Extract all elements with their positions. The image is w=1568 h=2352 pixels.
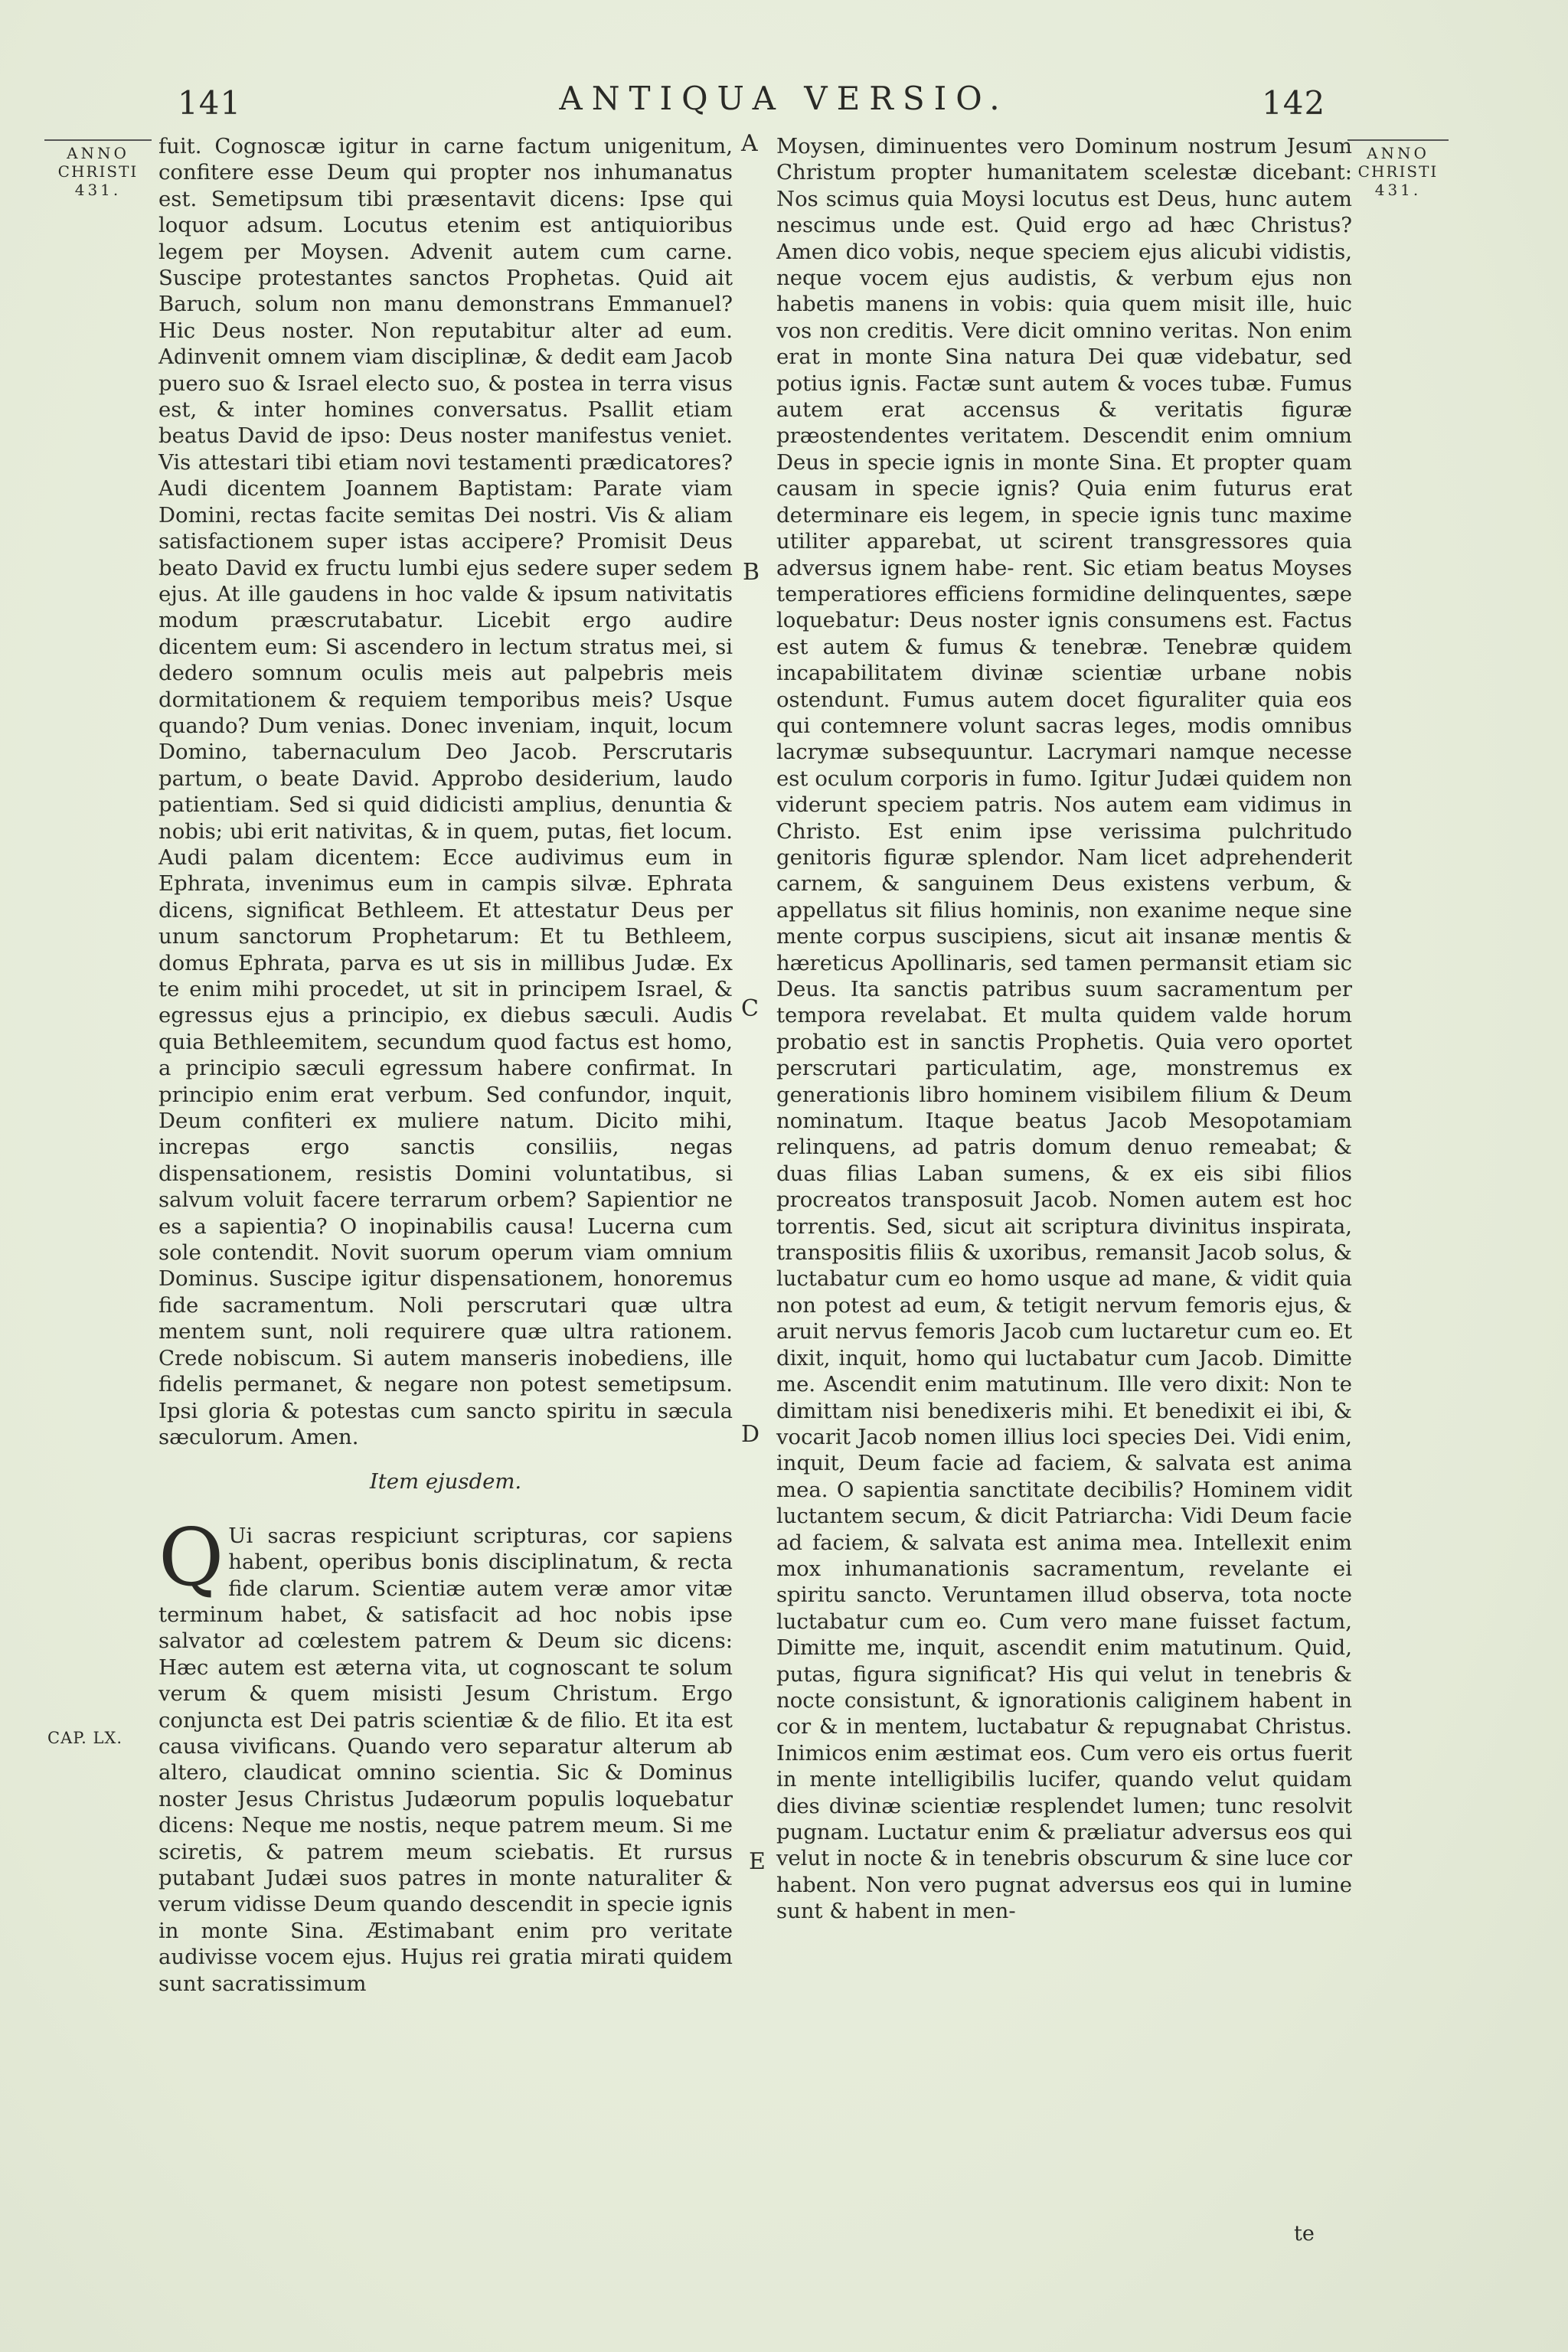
right-page-number: 142 (1262, 84, 1326, 122)
christi-label: CHRISTI (57, 162, 139, 181)
right-column (776, 133, 1352, 1925)
right-paragraph-1: Moysen, diminuentes vero Dominum nostrum Jesum Christum propter humanitatem scelestæ dicebant: Nos scimus quia Moysi locutus est Deus, hunc autem nescimus unde est. Quid ergo ad hæc Christus? Amen dico vobis, neque speciem ejus alicubi vidistis, neque vocem ejus audistis, & verbum ejus non habetis manens in vobis: quia quem misit ille, huic vos non creditis. Vere dicit omnino veritas. Non enim erat in monte Sina natura Dei quæ videbatur, sed potius ignis. Factæ sunt autem & voces tubæ. Fumus autem erat accensus & veritatis figuræ præostendentes veritatem. Descendit enim omnium Deus in specie ignis in monte Sina. Et propter quam causam in specie ignis? Quia enim futurus erat determinare eis legem, in specie ignis tunc maxime utiliter apparebat, ut scirent transgressores quia adversus ignem habe- rent. Sic etiam beatus Moyses temperatiores efficiens formidine delinquentes, sæpe loquebatur: Deus noster ignis consumens est. Factus est autem & fumus & tenebræ. Tenebræ quidem incapabilitatem divinæ scientiæ urbane nobis ostendunt. Fumus autem docet figuraliter quia eos qui contemnere volunt sacras leges, modis omnibus lacrymæ subsequuntur. Lacrymari namque necesse est oculum corporis in fumo. Igitur Judæi quidem non viderunt speciem patris. Nos autem eam vidimus in Christo. Est enim ipse verissima pulchritudo genitoris figuræ splendor. Nam licet adprehenderit carnem, & sanguinem Deus existens verbum, & appellatus sit filius hominis, non exanime neque sine mente corpus suscipiens, sicut ait insanæ mentis & hæreticus Apollinaris, sed tamen permansit etiam sic Deus. Ita sanctis patribus suum sacramentum per tempora revelabat. Et multa quidem valde horum probatio est in sanctis Prophetis. Quia vero oportet perscrutari particulatim, age, monstremus ex generationis libro hominem visibilem filium & Deum nominatum. Itaque beatus Jacob Mesopotamiam relinquens, ad patris domum denuo remeabat; & duas filias Laban sumens, & ex eis sibi filios procreatos transposuit Jacob. Nomen autem est hoc torrentis. Sed, sicut ait scriptura divinitus inspirata, transpositis filiis & uxoribus, remansit Jacob solus, & luctabatur cum eo homo usque ad mane, & vidit quia non potest ad eum, & tetigit nervum femoris ejus, & aruit nervus femoris Jacob cum luctaretur cum eo. Et dixit, inquit, homo qui luctabatur cum Jacob. Dimitte me. Ascendit enim matutinum. Ille vero dixit: Non te dimittam nisi benedixeris mihi. Et benedixit ei ibi, & vocarit Jacob nomen illius loci species Dei. Vidi enim, inquit, Deum facie ad faciem, & salvata est anima mea. O sapientia sanctitate decibilis? Hominem vidit luctantem secum, & dicit Patriarcha: Vidi Deum facie ad faciem, & salvata est anima mea. Intellexit enim mox inhumanationis sacramentum, revelante ei spiritu sancto. Veruntamen illud observa, tota nocte luctabatur cum eo. Cum vero mane fuisset factum, Dimitte me, inquit, ascendit enim matutinum. Quid, putas, figura significat? His qui velut in tenebris & nocte consistunt, & ignorationis caliginem habent in cor & in mentem, luctabatur & repugnabat Christus. Inimicos enim æstimat eos. Cum vero eis ortus fuerit in mente intelligibilis lucifer, quando velut quidam dies divinæ scientiæ resplendet lumen; tunc resolvit pugnam. Luctatur enim & præliatur adversus eos qui velut in nocte & in tenebris obscurum & sine luce cor habent. Non vero pugnat adversus eos qui in lumine sunt & habent in men- (776, 134, 1352, 1924)
catchword: te (1294, 2222, 1315, 2246)
section-letter-e: E (749, 1848, 766, 1875)
drop-cap: Q (158, 1510, 224, 1604)
left-margin-anno (44, 139, 152, 199)
left-page-number: 141 (178, 84, 242, 122)
anno-label: ANNO (67, 144, 129, 162)
chapter-marker: CAP. LX. (47, 1729, 123, 1747)
left-paragraph-2 (158, 1510, 733, 1997)
anno-label: ANNO (1367, 144, 1429, 162)
section-letter-d: D (741, 1421, 760, 1448)
left-paragraph-2-text: Ui sacras respiciunt scripturas, cor sapiens habent, operibus bonis disciplinatum, & recta fide clarum. Scientiæ autem veræ amor vitæ terminum habet, & satisfacit ad hoc nobis ipse salvator ad cœlestem patrem & Deum sic dicens: Hæc autem est æterna vita, ut cognoscant te solum verum & quem misisti Jesum Christum. Ergo conjuncta est Dei patris scientiæ & de filio. Et ita est causa vivificans. Quando vero separatur alterum ab altero, claudicat omnino scientia. Sic & Dominus noster Jesus Christus Judæorum populis loquebatur dicens: Neque me nostis, neque patrem meum. Si me sciretis, & patrem meum sciebatis. Et rursus putabant Judæi suos patres in monte naturaliter & verum vidisse Deum quando descendit in specie ignis in monte Sina. Æstimabant enim pro veritate audivisse vocem ejus. Hujus rei gratia mirati quidem sunt sacratissimum (158, 1523, 733, 1996)
left-column (158, 133, 733, 1997)
right-margin-anno (1348, 139, 1449, 199)
section-letter-c: C (741, 995, 759, 1022)
running-title: ANTIQUA VERSIO. (559, 80, 1009, 117)
section-letter-b: B (743, 559, 760, 586)
section-heading: Item ejusdem. (369, 1469, 522, 1494)
section-letter-a: A (741, 130, 758, 157)
anno-rule (44, 139, 152, 141)
year-label: 431. (74, 181, 122, 199)
anno-rule (1348, 139, 1449, 141)
year-label: 431. (1374, 181, 1422, 199)
christi-label: CHRISTI (1357, 162, 1439, 181)
left-paragraph-1: fuit. Cognoscæ igitur in carne factum unigenitum, confitere esse Deum qui propter nos inhumanatus est. Semetipsum tibi præsentavit dicens: Ipse qui loquor adsum. Locutus etenim est antiquioribus legem per Moysen. Advenit autem cum carne. Suscipe protestantes sanctos Prophetas. Quid ait Baruch, solum non manu demonstrans Emmanuel? Hic Deus noster. Non reputabitur alter ad eum. Adinvenit omnem viam disciplinæ, & dedit eam Jacob puero suo & Israel electo suo, & postea in terra visus est, & inter homines conversatus. Psallit etiam beatus David de ipso: Deus noster manifestus veniet. Vis attestari tibi etiam novi testamenti prædicatores? Audi dicentem Joannem Baptistam: Parate viam Domini, rectas facite semitas Dei nostri. Vis & aliam satisfactionem super istas accipere? Promisit Deus beato David ex fructu lumbi ejus sedere super sedem ejus. At ille gaudens in hoc valde & ipsum nativitatis modum præscrutabatur. Licebit ergo audire dicentem eum: Si ascendero in lectum stratus mei, si dedero somnum oculis meis aut palpebris meis dormitationem & requiem temporibus meis? Usque quando? Dum venias. Donec inveniam, inquit, locum Domino, tabernaculum Deo Jacob. Perscrutaris partum, o beate David. Approbo desiderium, laudo patientiam. Sed si quid didicisti amplius, denuntia & nobis; ubi erit nativitas, & in quem, putas, fiet locum. Audi palam dicentem: Ecce audivimus eum in Ephrata, invenimus eum in campis silvæ. Ephrata dicens, significat Bethleem. Et attestatur Deus per unum sanctorum Prophetarum: Et tu Bethleem, domus Ephrata, parva es ut sis in millibus Judæ. Ex te enim mihi procedet, ut sit in principem Israel, & egressus ejus a principio, ex diebus sæculi. Audis quia Bethleemitem, secundum quod factus est homo, a principio sæculi egressum habere confirmat. In principio enim erat verbum. Sed confundor, inquit, Deum confiteri ex muliere natum. Dicito mihi, increpas ergo sanctis consiliis, negas dispensationem, resistis Domini voluntatibus, si salvum voluit facere terrarum orbem? Sapientior ne es a sapientia? O inopinabilis causa! Lucerna cum sole contendit. Novit suorum operum viam omnium Dominus. Suscipe igitur dispensationem, honoremus fide sacramentum. Noli perscrutari quæ ultra mentem sunt, noli requirere quæ ultra rationem. Crede nobiscum. Si autem manseris inobediens, ille fidelis permanet, & negare non potest semetipsum. Ipsi gloria & potestas cum sancto spiritu in sæcula sæculorum. Amen. (158, 134, 733, 1449)
